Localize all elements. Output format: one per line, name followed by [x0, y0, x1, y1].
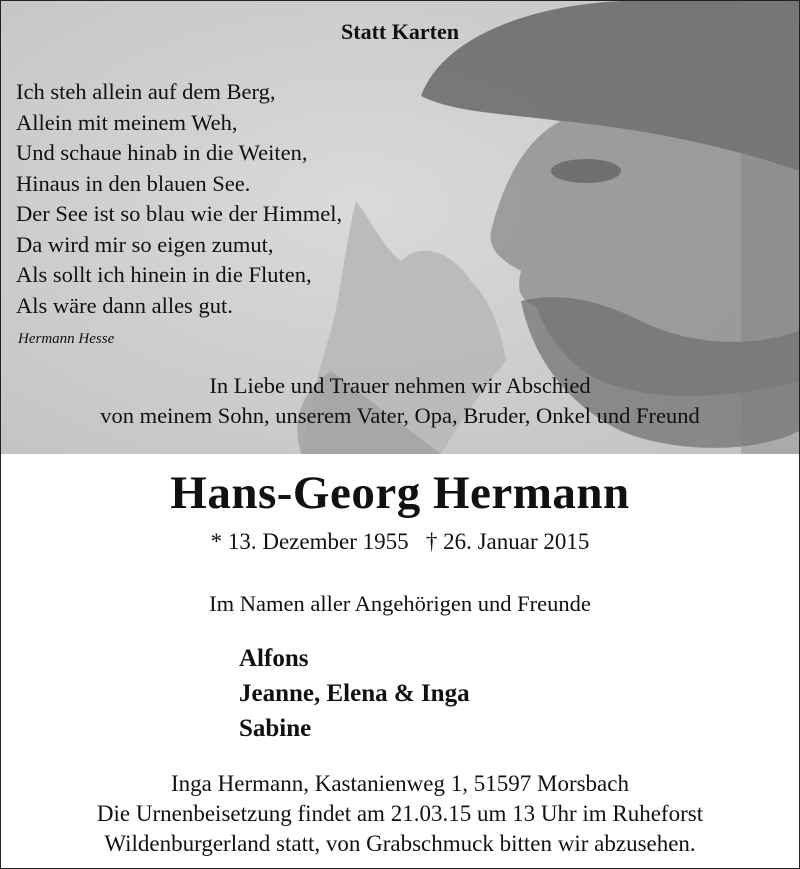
poem-line: Der See ist so blau wie der Himmel,: [16, 201, 343, 226]
mourner-name: Alfons: [239, 645, 309, 672]
poem-line: Als sollt ich hinein in die Fluten,: [16, 262, 312, 287]
burial-notice-line: Die Urnenbeisetzung findet am 21.03.15 um 13 Uhr im Ruheforst: [96, 801, 704, 826]
mourners-list: [239, 641, 470, 746]
deceased-name: Hans-Georg Hermann: [170, 467, 630, 519]
mourner-name: Jeanne, Elena & Inga: [239, 680, 470, 707]
farewell-line: von meinem Sohn, unserem Vater, Opa, Bruder, Onkel und Freund: [100, 403, 700, 428]
heading-statt-karten: Statt Karten: [341, 19, 459, 44]
poem: [16, 77, 342, 321]
poem-line: Und schaue hinab in die Weiten,: [16, 140, 308, 165]
mourner-name: Sabine: [239, 715, 312, 742]
poem-author: Hermann Hesse: [18, 331, 115, 347]
poem-line: Allein mit meinem Weh,: [16, 109, 238, 135]
poem-line: Ich steh allein auf dem Berg,: [16, 79, 276, 104]
life-dates: * 13. Dezember 1955 † 26. Januar 2015: [210, 529, 590, 554]
poem-line: Hinaus in den blauen See.: [16, 170, 251, 196]
contact-address: Inga Hermann, Kastanienweg 1, 51597 Morsbach: [171, 771, 629, 796]
footer-notice: [1, 769, 799, 859]
farewell-line: In Liebe und Trauer nehmen wir Abschied: [209, 373, 591, 398]
mourners-intro: Im Namen aller Angehörigen und Freunde: [209, 591, 591, 616]
poem-line: Als wäre dann alles gut.: [16, 292, 233, 318]
poem-line: Da wird mir so eigen zumut,: [16, 231, 274, 257]
farewell-intro: [1, 371, 799, 431]
burial-notice-line: Wildenburgerland statt, von Grabschmuck bitten wir abzusehen.: [104, 831, 696, 856]
portrait-photo: [1, 1, 799, 454]
